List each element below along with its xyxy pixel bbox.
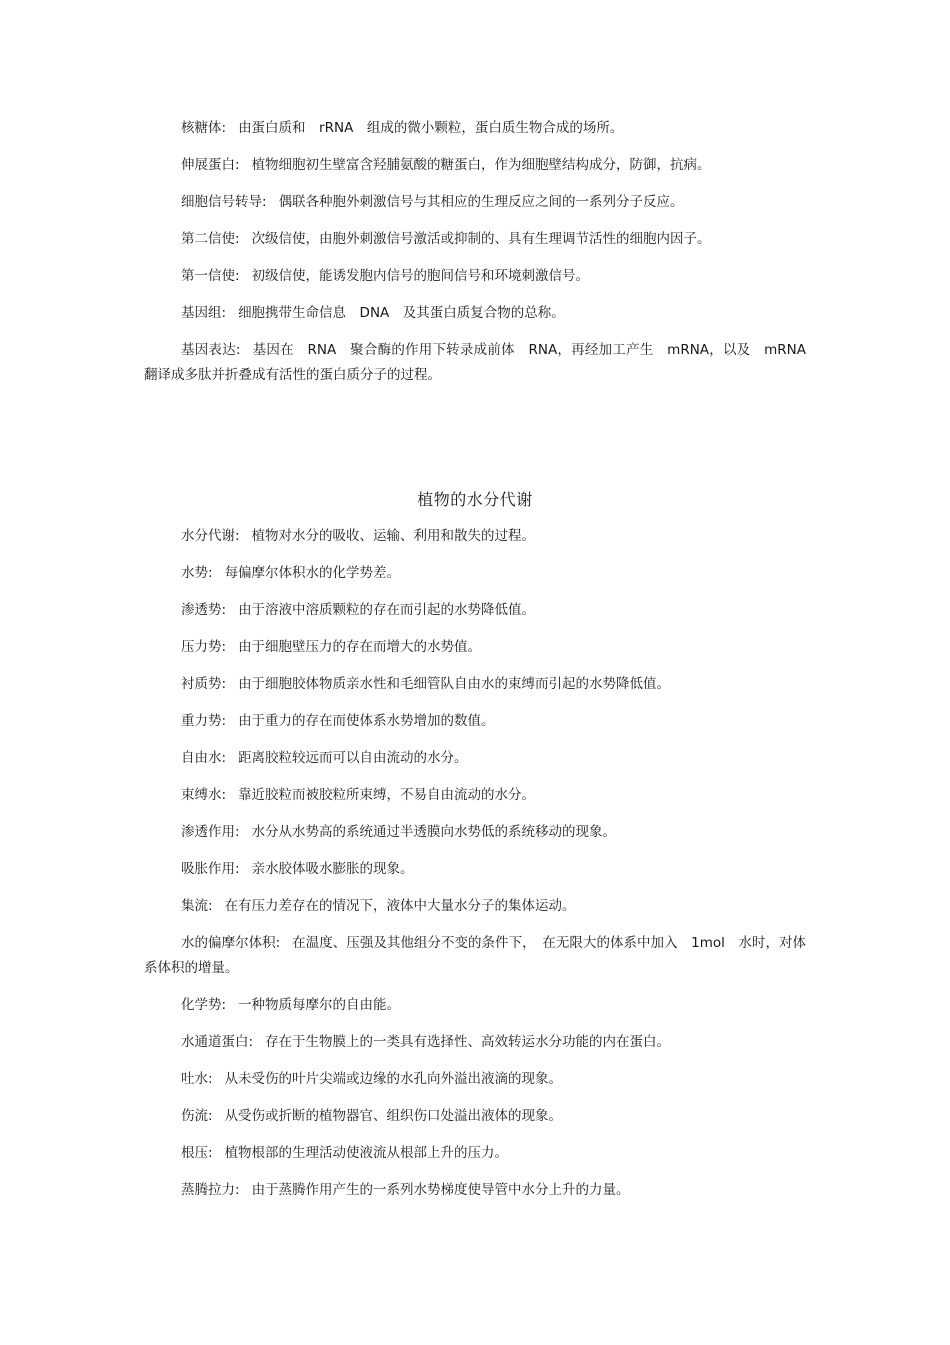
entry-definition: 偶联各种胞外刺激信号与其相应的生理反应之间的一系列分子反应。 [278,194,684,210]
entry-definition: 水分从水势高的系统通过半透膜向水势低的系统移动的现象。 [251,824,617,840]
entry-term: 根压: [181,1145,213,1161]
glossary-entry [144,1030,806,1055]
glossary-entry [144,598,806,623]
entry-term: 基因表达: [181,342,241,358]
entry-term: 第一信使: [181,268,240,284]
entry-definition: 细胞携带生命信息 DNA 及其蛋白质复合物的总称。 [238,305,565,321]
entry-definition: 从未受伤的叶片尖端或边缘的水孔向外溢出液滴的现象。 [224,1071,563,1087]
entry-term: 衬质势: [181,676,227,692]
entry-term: 集流: [181,898,213,914]
entry-term: 束缚水: [181,787,227,803]
glossary-entry [144,264,806,289]
entry-term: 水的偏摩尔体积: [181,935,281,951]
glossary-entry [144,857,806,882]
entry-definition: 植物细胞初生壁富含羟脯氨酸的糖蛋白，作为细胞壁结构成分，防御，抗病。 [251,157,711,173]
glossary-entry [144,153,806,178]
glossary-entry [144,820,806,845]
glossary-entry [144,301,806,326]
glossary-entry [144,1178,806,1203]
entry-term: 渗透作用: [181,824,240,840]
entry-definition: 靠近胶粒而被胶粒所束缚，不易自由流动的水分。 [238,787,536,803]
entry-term: 核糖体: [181,120,227,136]
glossary-entry [144,783,806,808]
entry-definition: 在有压力差存在的情况下，液体中大量水分子的集体运动。 [224,898,576,914]
entry-term: 渗透势: [181,602,227,618]
entry-term: 自由水: [181,750,227,766]
glossary-entry [144,635,806,660]
entry-term: 第二信使: [181,231,240,247]
entry-term: 基因组: [181,305,227,321]
entry-definition: 每偏摩尔体积水的化学势差。 [224,565,401,581]
entry-term: 蒸腾拉力: [181,1182,240,1198]
entry-definition: 由于蒸腾作用产生的一系列水势梯度使导管中水分上升的力量。 [251,1182,630,1198]
glossary-entry [144,227,806,252]
section-title: 植物的水分代谢 [417,490,533,509]
entry-definition: 在温度、压强及其他组分不变的条件下， 在无限大的体系中加入 1mol 水时，对体系体积的增量。 [144,935,806,976]
entry-definition: 由于重力的存在而使体系水势增加的数值。 [238,713,495,729]
entry-definition: 一种物质每摩尔的自由能。 [238,997,401,1013]
glossary-entry [144,338,820,388]
glossary-entry [144,1067,806,1092]
entry-term: 伸展蛋白: [181,157,240,173]
entry-definition: 由于细胞胶体物质亲水性和毛细管队自由水的束缚而引起的水势降低值。 [238,676,671,692]
glossary-entry [144,116,806,141]
entry-definition: 距离胶粒较远而可以自由流动的水分。 [238,750,468,766]
entry-term: 水势: [181,565,213,581]
entry-definition: 从受伤或折断的植物器官、组织伤口处溢出液体的现象。 [224,1108,563,1124]
entry-definition: 基因在 RNA 聚合酶的作用下转录成前体 RNA，再经加工产生 mRNA，以及 mRNA 翻译成多肽并折叠成有活性的蛋白质分子的过程。 [144,342,820,383]
entry-definition: 亲水胶体吸水膨胀的现象。 [251,861,414,877]
entry-term: 化学势: [181,997,227,1013]
entry-definition: 存在于生物膜上的一类具有选择性、高效转运水分功能的内在蛋白。 [265,1034,671,1050]
entry-definition: 初级信使，能诱发胞内信号的胞间信号和环境刺激信号。 [251,268,590,284]
entry-term: 重力势: [181,713,227,729]
entry-definition: 植物根部的生理活动使液流从根部上升的压力。 [224,1145,509,1161]
entry-definition: 植物对水分的吸收、运输、利用和散失的过程。 [251,528,536,544]
glossary-section-water-metabolism [144,524,806,1215]
glossary-entry [144,894,806,919]
glossary-entry [144,524,806,549]
entry-term: 伤流: [181,1108,213,1124]
entry-term: 水分代谢: [181,528,240,544]
glossary-entry [144,1104,806,1129]
entry-definition: 次级信使，由胞外刺激信号激活或抑制的、具有生理调节活性的细胞内因子。 [251,231,711,247]
glossary-entry [144,931,806,981]
glossary-entry [144,993,806,1018]
glossary-entry [144,709,806,734]
entry-term: 吐水: [181,1071,213,1087]
entry-term: 吸胀作用: [181,861,240,877]
glossary-section-cell-biology [144,116,820,400]
entry-definition: 由于溶液中溶质颗粒的存在而引起的水势降低值。 [238,602,536,618]
entry-term: 细胞信号转导: [181,194,267,210]
entry-term: 压力势: [181,639,227,655]
glossary-entry [144,190,806,215]
entry-definition: 由蛋白质和 rRNA 组成的微小颗粒，蛋白质生物合成的场所。 [238,120,624,136]
entry-term: 水通道蛋白: [181,1034,254,1050]
entry-definition: 由于细胞壁压力的存在而增大的水势值。 [238,639,482,655]
glossary-entry [144,1141,806,1166]
glossary-entry [144,672,806,697]
glossary-entry [144,746,806,771]
glossary-entry [144,561,806,586]
